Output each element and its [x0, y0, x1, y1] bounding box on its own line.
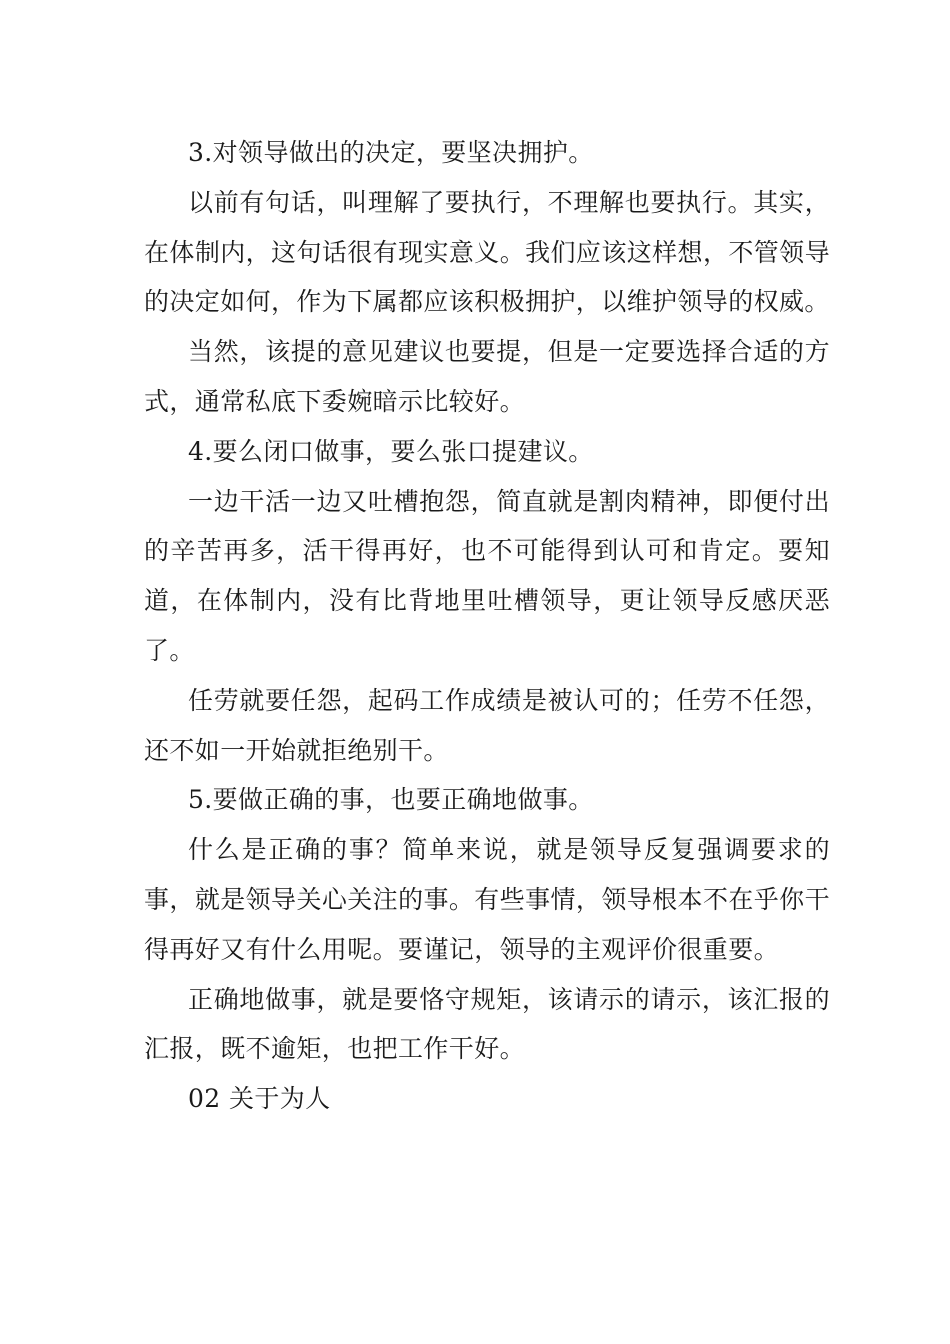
section-heading-5: 5.要做正确的事，也要正确地做事。 — [188, 785, 594, 815]
section-heading-4: 4.要么闭口做事，要么张口提建议。 — [188, 436, 594, 466]
paragraph: 一边干活一边又吐槽抱怨，简直就是割肉精神，即便付出的辛苦再多，活干得再好，也不可能得到认可和肯定。要知道，在体制内，没有比背地里吐槽领导，更让领导反感厌恶了。 — [144, 486, 830, 665]
paragraph: 任劳就要任怨，起码工作成绩是被认可的；任劳不任怨，还不如一开始就拒绝别干。 — [144, 685, 830, 765]
paragraph: 正确地做事，就是要恪守规矩，该请示的请示，该汇报的汇报，既不逾矩，也把工作干好。 — [144, 984, 830, 1064]
document-body — [144, 128, 830, 1124]
paragraph: 以前有句话，叫理解了要执行，不理解也要执行。其实，在体制内，这句话很有现实意义。我们应该这样想，不管领导的决定如何，作为下属都应该积极拥护，以维护领导的权威。 — [144, 187, 830, 317]
paragraph: 什么是正确的事？简单来说，就是领导反复强调要求的事，就是领导关心关注的事。有些事情，领导根本不在乎你干得再好又有什么用呢。要谨记，领导的主观评价很重要。 — [144, 835, 830, 964]
section-heading-3: 3.对领导做出的决定，要坚决拥护。 — [188, 138, 594, 167]
paragraph: 当然，该提的意见建议也要提，但是一定要选择合适的方式，通常私底下委婉暗示比较好。 — [144, 337, 830, 416]
section-heading-02: 02 关于为人 — [188, 1084, 331, 1114]
